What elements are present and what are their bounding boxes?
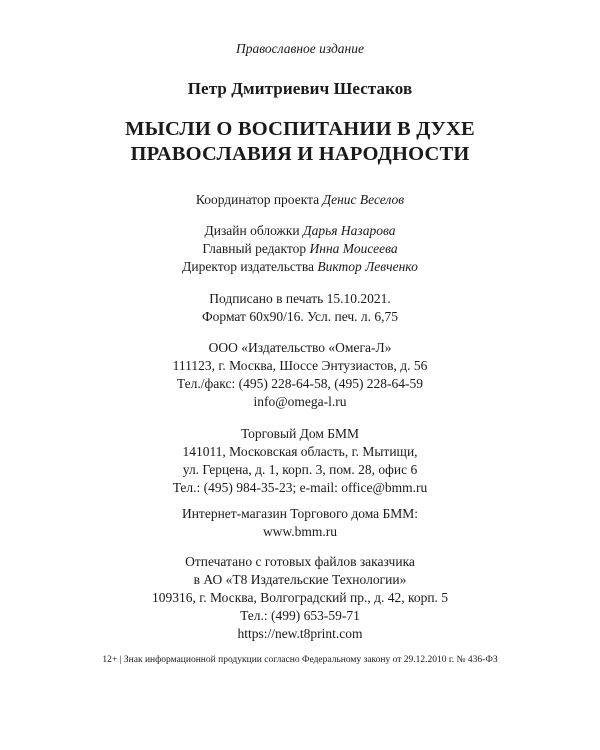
title-line: МЫСЛИ О ВОСПИТАНИИ В ДУХЕ [125,118,475,140]
staff-credits [0,222,600,276]
credit-name: Инна Моисеева [309,241,398,256]
trade-house-line: Торговый Дом БММ [240,426,360,441]
credit-role: Директор издательства [182,259,315,274]
online-shop-info [0,505,600,541]
trade-house-line: ул. Герцена, д. 1, корп. 3, пом. 28, офис 6 [182,462,418,477]
printer-line: в АО «Т8 Издательские Технологии» [193,572,407,587]
print-info [0,290,600,326]
publisher-info [0,339,600,411]
online-shop-url: www.bmm.ru [262,524,338,539]
printer-line: Тел.: (499) 653-59-71 [240,608,360,623]
credit-name: Дарья Назарова [303,223,396,238]
book-title [0,117,600,167]
credit-role: Дизайн обложки [204,223,300,238]
credit-name: Виктор Левченко [317,259,418,274]
printer-info [0,553,600,643]
printer-line: 109316, г. Москва, Волгоградский пр., д. 42, корп. 5 [151,590,449,605]
trade-house-info [0,425,600,497]
publisher-email: info@omega-l.ru [253,394,347,409]
series-label: Православное издание [235,41,364,56]
credit-role: Координатор проекта [195,192,320,207]
coordinator-credit [0,191,600,209]
age-rating-notice: 12+ | Знак информационной продукции согласно Федеральному закону от 29.12.2010 г. № 436-ФЗ [102,655,498,665]
title-line: ПРАВОСЛАВИЯ И НАРОДНОСТИ [130,143,470,165]
publisher-line: Тел./факс: (495) 228-64-58, (495) 228-64-59 [176,376,424,391]
printer-line: Отпечатано с готовых файлов заказчика [185,554,415,569]
print-info-line: Подписано в печать 15.10.2021. [209,291,391,306]
trade-house-line: 141011, Московская область, г. Мытищи, [182,444,418,459]
publisher-line: ООО «Издательство «Омега-Л» [208,340,392,355]
print-info-line: Формат 60х90/16. Усл. печ. л. 6,75 [201,309,399,324]
credit-name: Денис Веселов [322,192,405,207]
printer-url: https://new.t8print.com [237,626,363,641]
trade-house-line: Тел.: (495) 984-35-23; e-mail: office@bmm.ru [172,480,428,495]
publisher-line: 111123, г. Москва, Шоссе Энтузиастов, д. 56 [172,358,428,373]
credit-role: Главный редактор [202,241,307,256]
online-shop-line: Интернет-магазин Торгового дома БММ: [181,506,419,521]
author-name: Петр Дмитриевич Шестаков [187,79,413,98]
